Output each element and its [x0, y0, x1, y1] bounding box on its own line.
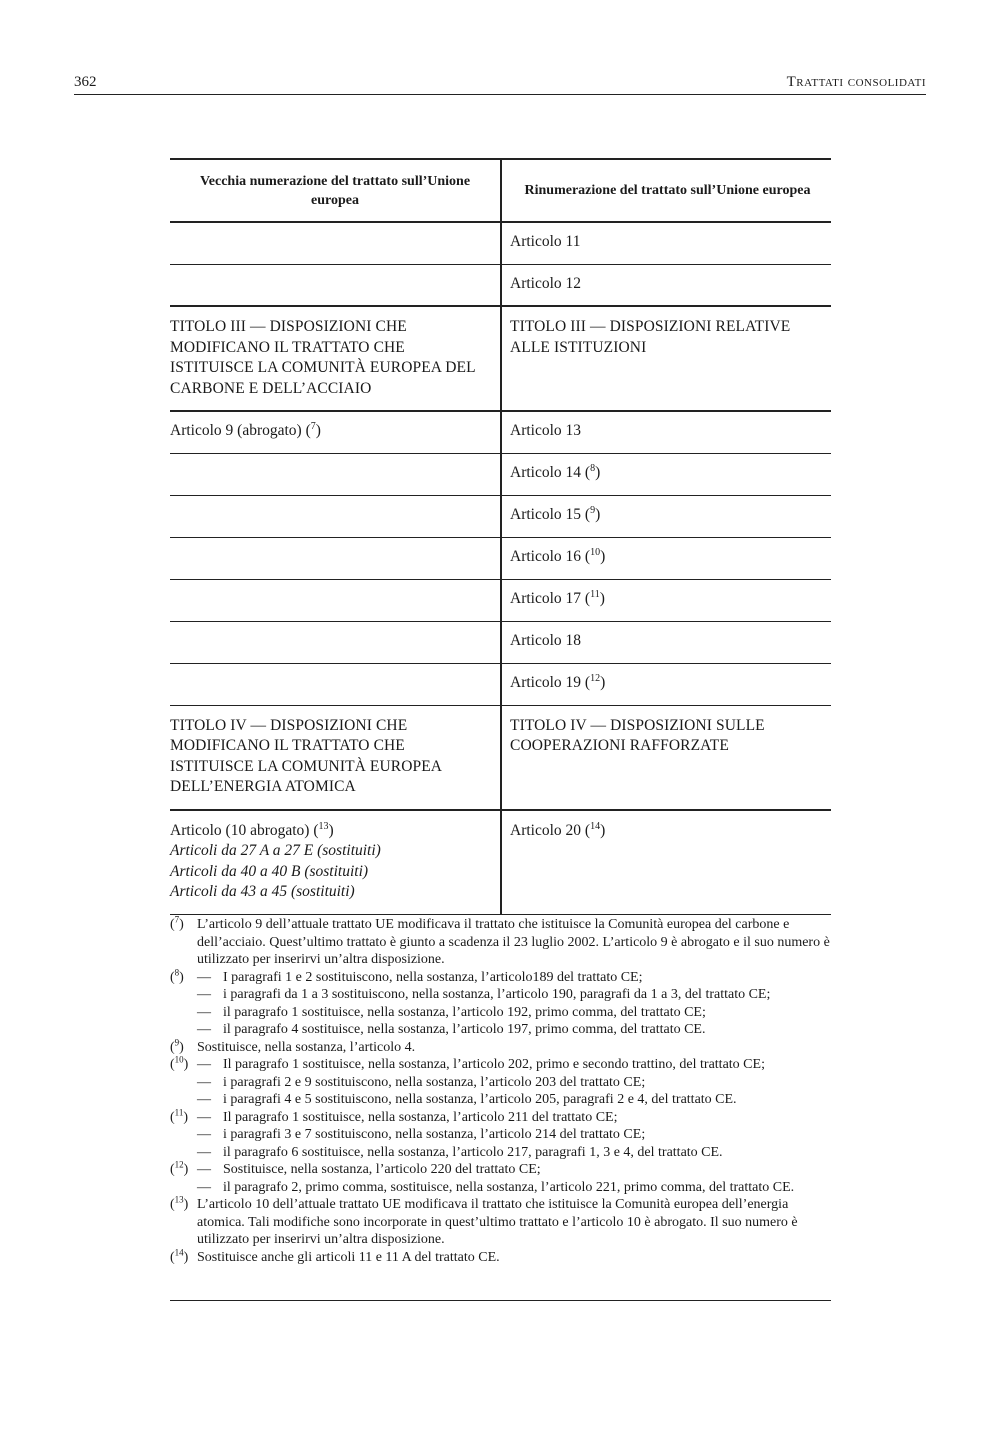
table-row [170, 621, 831, 663]
footnote-number: ($^7$) [170, 914, 184, 932]
cell-new: Articolo 15 ($^9$) [510, 504, 601, 523]
footnote-number: ($^{13}$) [170, 1194, 189, 1212]
cell-old [170, 663, 501, 705]
footnote-item: — il paragrafo 1 sostituisce, nella sostanza, l’articolo 192, primo comma, del trattato CE; [197, 1004, 706, 1020]
table-row [170, 663, 831, 705]
footnote-item: — i paragrafi 4 e 5 sostituiscono, nella sostanza, l’articolo 205, paragrafi 2 e 4, del trattato CE. [197, 1092, 737, 1107]
footnote-item: — I paragrafi 1 e 2 sostituiscono, nella sostanza, l’articolo189 del trattato CE; [197, 969, 643, 985]
footnote-item: — Il paragrafo 1 sostituisce, nella sostanza, l’articolo 202, primo e secondo trattino, del trattato CE; [197, 1057, 765, 1072]
footnote-text: L’articolo 10 dell’attuale trattato UE modificava il trattato che istituisce la Comunità europea dell’energia atomica. Tali modifiche sono incorporate in quest’ultimo trattato e l’articolo 10 è abrogato. Il suo numero è utilizzato per inserirvi un’altra disposizione. [197, 1197, 798, 1247]
cell-new-text: Articolo 15 ( [510, 505, 591, 523]
table-row [170, 810, 831, 915]
footnote-ref: 11 [590, 588, 600, 600]
footnote-item: — il paragrafo 2, primo comma, sostituisce, nella sostanza, l’articolo 221, primo comma, del trattato CE. [197, 1179, 795, 1195]
title-heading-old: TITOLO III — DISPOSIZIONI CHE MODIFICANO IL TRATTATO CHE ISTITUISCE LA COMUNITÀ EUROPEA DEL CARBONE E DELL’ACCIAIO [170, 318, 476, 397]
cell-old-text: Articolo (10 abrogato) ( [170, 821, 319, 839]
cell-old [170, 705, 501, 810]
cell-old [170, 453, 501, 495]
footnote-item: — Il paragrafo 1 sostituisce, nella sostanza, l’articolo 211 del trattato CE; [197, 1109, 618, 1125]
footnotes-end-rule [170, 1300, 831, 1301]
footnote-number: ($^{12}$) [170, 1159, 189, 1177]
cell-new-text: Articolo 19 ( [510, 673, 591, 691]
footnote-item: — i paragrafi 3 e 7 sostituiscono, nella sostanza, l’articolo 214 del trattato CE; [197, 1127, 646, 1142]
table-row [170, 579, 831, 621]
footnote [170, 916, 831, 969]
cell-old-line: Articoli da 40 a 40 B (sostituiti) [170, 862, 369, 880]
footnote [170, 966, 831, 1039]
footnote-number: ($^9$) [170, 1036, 184, 1055]
cell-new: Articolo 14 ($^8$) [510, 462, 601, 481]
cell-new [501, 306, 831, 411]
table-row [170, 306, 831, 411]
col-header-old-numbering: Vecchia numerazione del trattato sull’Unione europea [170, 159, 501, 222]
table-header-row [170, 159, 831, 222]
title-heading-new: TITOLO IV — DISPOSIZIONI SULLE COOPERAZIONI RAFFORZATE [510, 716, 765, 754]
cell-old [170, 306, 501, 411]
footnote-item: — il paragrafo 4 sostituisce, nella sostanza, l’articolo 197, primo comma, del trattato CE. [197, 1022, 706, 1037]
cell-new: Articolo 20 ($^{14}$) [510, 820, 606, 839]
cell-old [170, 810, 501, 915]
page-number: 362 [74, 74, 97, 90]
cell-new: Articolo 16 ($^{10}$) [510, 546, 606, 565]
cell-old-line: Articolo (10 abrogato) ($^{13}$) [170, 820, 334, 839]
title-heading-new: TITOLO III — DISPOSIZIONI RELATIVE ALLE ISTITUZIONI [510, 318, 791, 356]
table-row [170, 411, 831, 453]
cell-new: Articolo 18 [510, 631, 582, 649]
table-row [170, 264, 831, 306]
cell-new-text: Articolo 20 ( [510, 821, 591, 839]
cell-old [170, 537, 501, 579]
cell-old-text: Articolo 9 (abrogato) ( [170, 422, 311, 439]
footnote-item: — Sostituisce, nella sostanza, l’articolo 220 del trattato CE; [197, 1162, 541, 1177]
footnote [170, 1196, 831, 1249]
footnote [170, 1161, 831, 1196]
cell-old-line: Articoli da 43 a 45 (sostituiti) [170, 883, 355, 900]
footnote-ref: 13 [318, 820, 329, 832]
footnote-number: ($^{10}$) [170, 1054, 189, 1072]
cell-old-line: Articoli da 27 A a 27 E (sostituiti) [170, 842, 381, 859]
footnote-ref: 9 [590, 504, 596, 516]
table-row [170, 537, 831, 579]
cell-old [170, 222, 501, 264]
cell-old [170, 264, 501, 306]
table-row [170, 495, 831, 537]
title-heading-old: TITOLO IV — DISPOSIZIONI CHE MODIFICANO IL TRATTATO CHE ISTITUISCE LA COMUNITÀ EUROPEA DELL’ENERGIA ATOMICA [170, 716, 442, 795]
footnote-text: Sostituisce anche gli articoli 11 e 11 A del trattato CE. [197, 1249, 500, 1265]
cell-old: Articolo 9 (abrogato) ($^7$) [170, 411, 501, 453]
cell-new: Articolo 17 ($^{11}$) [510, 588, 605, 607]
cell-old [170, 621, 501, 663]
col-header-new-numbering: Rinumerazione del trattato sull’Unione europea [524, 183, 811, 198]
footnote [170, 1056, 831, 1109]
footnote [170, 1036, 831, 1057]
cell-new-text: Articolo 17 ( [510, 589, 591, 607]
cell-old [170, 579, 501, 621]
cell-new: Articolo 13 [510, 422, 582, 439]
cell-new: Articolo 12 [510, 274, 582, 292]
page-header [74, 74, 926, 95]
footnote-ref: 8 [590, 462, 596, 474]
footnote-ref: 7 [310, 420, 316, 432]
table-row [170, 453, 831, 495]
footnote-text: Sostituisce, nella sostanza, l’articolo 4. [197, 1039, 416, 1055]
cell-new: Articolo 19 ($^{12}$) [510, 672, 606, 691]
footnote-ref: 14 [590, 820, 601, 832]
table-row [170, 222, 831, 264]
cell-new-text: Articolo 14 ( [510, 463, 591, 481]
footnote-number: ($^{14}$) [170, 1246, 189, 1265]
running-title: Trattati consolidati [786, 74, 926, 90]
cell-new-text: Articolo 16 ( [510, 547, 591, 565]
cell-old [170, 495, 501, 537]
footnote-text: L’articolo 9 dell’attuale trattato UE modificava il trattato che istituisce la Comunità europea del carbone e dell’acciaio. Quest’ultimo trattato è giunto a scadenza il 23 luglio 2002. L’articolo 9 è abrogato e il suo numero è utilizzato per inserirvi un’altra disposizione. [197, 917, 830, 967]
table-row [170, 705, 831, 810]
footnote-number: ($^8$) [170, 966, 184, 985]
footnote-number: ($^{11}$) [170, 1106, 189, 1125]
footnote [170, 1246, 831, 1267]
footnote-item: — il paragrafo 6 sostituisce, nella sostanza, l’articolo 217, paragrafi 1, 3 e 4, del trattato CE. [197, 1144, 723, 1160]
correlation-table [170, 158, 831, 915]
footnote-ref: 10 [590, 546, 601, 558]
footnote [170, 1106, 831, 1162]
footnote-ref: 12 [590, 672, 601, 684]
cell-new [501, 705, 831, 810]
footnotes [170, 916, 831, 1266]
footnote-item: — i paragrafi 2 e 9 sostituiscono, nella sostanza, l’articolo 203 del trattato CE; [197, 1074, 646, 1090]
cell-new: Articolo 11 [510, 233, 581, 250]
footnote-item: — i paragrafi da 1 a 3 sostituiscono, nella sostanza, l’articolo 190, paragrafi da 1 a 3, del trattato CE; [197, 987, 771, 1002]
